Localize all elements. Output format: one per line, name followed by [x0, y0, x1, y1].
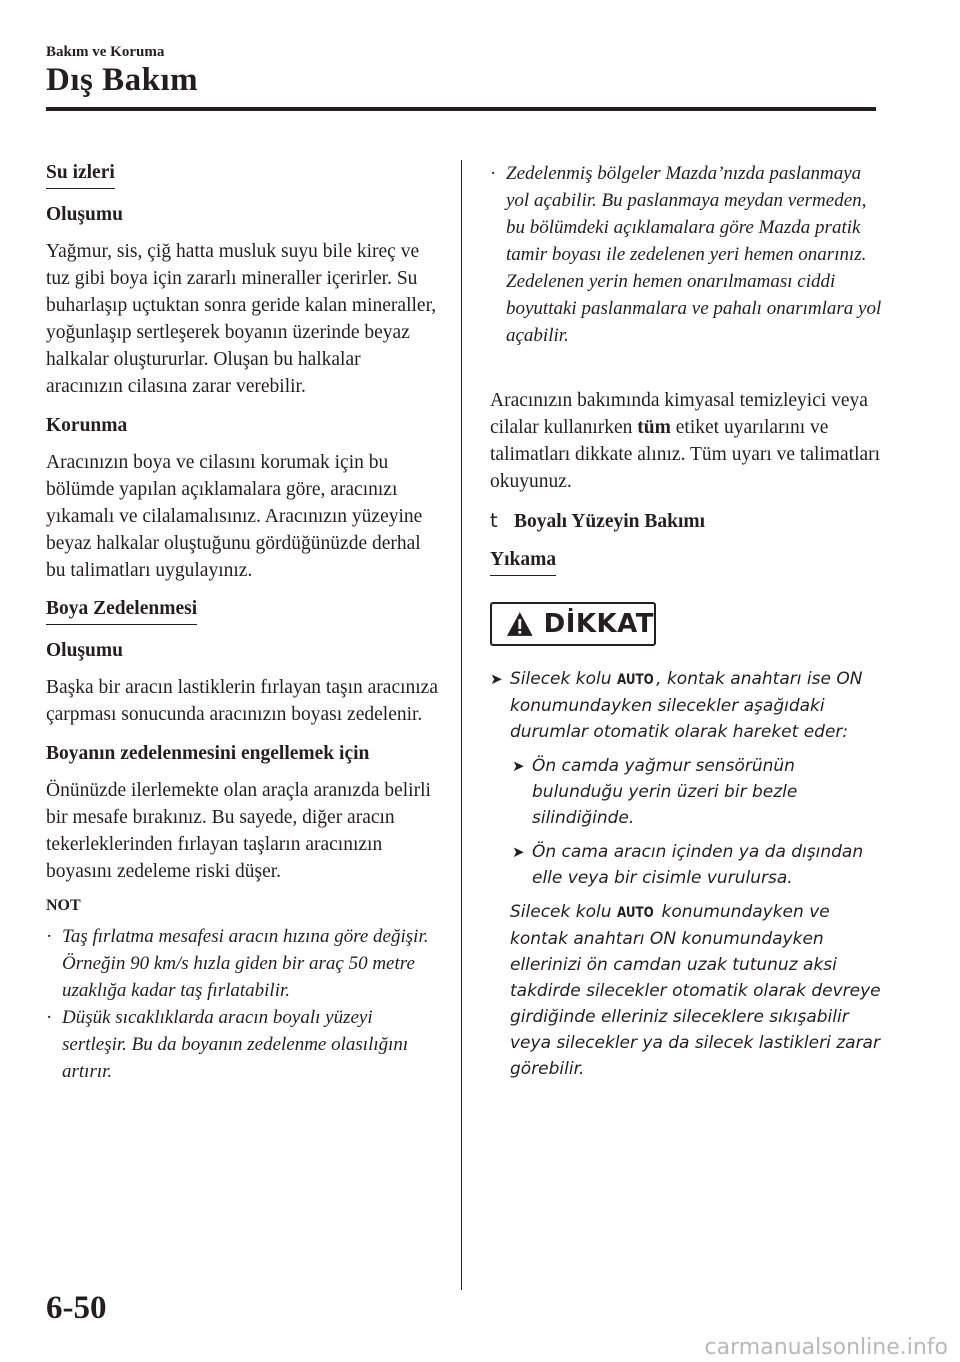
note-bullet	[490, 160, 885, 349]
paragraph-kimyasal: Aracınızın bakımında kimyasal temizleyici veya cilalar kullanırken tüm etiket uyarılarını ve talimatları dikkate alınız. Tüm uyarı ve talimatları okuyunuz.	[490, 390, 881, 492]
warning-paragraph: Silecek kolu AUTO konumundayken ve kontak anahtarı ON konumundayken ellerinizi ön camdan uzak tutunuz aksi takdirde silecekler otomatik olarak devreye girdiğinde elleriniz sileceklere sıkışabilir veya silecekler ya da silecek lastikleri zarar görebilir.	[510, 902, 881, 1079]
subheading-olusumu: Oluşumu	[46, 204, 123, 225]
note-bullet	[46, 1004, 441, 1085]
header-rule	[46, 107, 876, 111]
note-heading: NOT	[46, 897, 81, 914]
note-bullet-text: Düşük sıcaklıklarda aracın boyalı yüzeyi sertleşir. Bu da boyanın zedelenme olasılığını artırır.	[62, 1007, 409, 1082]
warning-item: ➤ Silecek kolu AUTO , kontak anahtarı ise ON konumundayken silecekler aşağıdaki durumlar otomatik olarak hareket eder:	[490, 666, 885, 745]
caution-box	[490, 602, 656, 646]
heading-boya-zedelenmesi: Boya Zedelenmesi	[46, 596, 197, 625]
warning-sub-item: ➤ Ön camda yağmur sensörünün bulunduğu yerin üzeri bir bezle silindiğinde.	[512, 753, 885, 831]
heading-su-izleri: Su izleri	[46, 160, 115, 189]
header-section: Bakım ve Koruma	[46, 44, 165, 60]
warning-triangle-icon	[506, 611, 534, 637]
caution-label: DİKKAT	[543, 609, 654, 639]
paragraph-su-izleri-olusumu: Yağmur, sis, çiğ hatta musluk suyu bile kireç ve tuz gibi boya için zararlı mineraller içerirler. Su buharlaşıp uçtuktan sonra geride kalan mineraller, yoğunlaşıp sertleşerek boyanın üzerinde beyaz halkalar oluştururlar. Oluşan bu halkalar aracınızın cilasına zarar verebilir.	[46, 241, 437, 397]
paragraph-boya-olusumu: Başka bir aracın lastiklerin fırlayan taşın aracınıza çarpması sonucunda aracınızın boyası zedelenir.	[46, 677, 438, 725]
arrow-bullet-icon: ➤	[512, 757, 525, 775]
section-title: Boyalı Yüzeyin Bakımı	[514, 511, 706, 532]
emphasis-tum: tüm	[637, 417, 671, 438]
subheading-olusumu-2: Oluşumu	[46, 640, 123, 661]
heading-yikama: Yıkama	[490, 547, 556, 576]
note-bullet-text: Taş fırlatma mesafesi aracın hızına göre değişir. Örneğin 90 km/s hızla giden bir araç 50 metre uzaklığa kadar taş fırlatabilir.	[62, 926, 429, 1001]
arrow-bullet-icon: ➤	[490, 670, 503, 688]
note-bullet-text: Zedelenmiş bölgeler Mazda’nızda paslanmaya yol açabilir. Bu paslanmaya meydan vermeden, bu bölümdeki açıklamalara göre Mazda pratik tamir boyası ile zedelenen yeri hemen onarınız. Zedelenen yerin hemen onarılmaması ciddi boyuttaki paslanmalara ve pahalı onarımlara yol açabilir.	[506, 163, 882, 346]
right-column	[490, 160, 885, 1082]
watermark: carmanualsonline.info	[704, 1335, 948, 1360]
auto-position-icon: AUTO	[616, 672, 654, 688]
paragraph-engelleme: Önünüzde ilerlemekte olan araçla aranızda belirli bir mesafe bırakınız. Bu sayede, diğer aracın tekerleklerinden fırlayan taşların aracınızın boyasını zedeleme riski düşer.	[46, 780, 431, 882]
note-bullet	[46, 923, 441, 1004]
arrow-bullet-icon: ➤	[512, 843, 525, 861]
subheading-engelleme: Boyanın zedelenmesini engellemek için	[46, 743, 370, 764]
bullet-dot-icon: ·	[490, 163, 497, 184]
section-heading	[490, 507, 885, 535]
left-column	[46, 160, 441, 1085]
auto-position-icon: AUTO	[616, 905, 654, 921]
bullet-dot-icon: ·	[46, 926, 53, 947]
subheading-korunma: Korunma	[46, 415, 128, 436]
section-mark-icon: t	[490, 509, 498, 532]
warning-sub-item: ➤ Ön cama aracın içinden ya da dışından elle veya bir cisimle vurulursa.	[512, 839, 885, 891]
paragraph-korunma: Aracınızın boya ve cilasını korumak için bu bölümde yapılan açıklamalara göre, aracınızı yıkamalı ve cilalamalısınız. Aracınızın yüzeyine beyaz halkalar oluştuğunu gördüğünüzde derhal bu talimatları uygulayınız.	[46, 452, 423, 581]
warning-sub-list	[512, 753, 885, 891]
column-divider	[461, 160, 462, 1290]
page-title: Dış Bakım	[46, 62, 199, 98]
bullet-dot-icon: ·	[46, 1007, 53, 1028]
page-number: 6-50	[46, 1290, 107, 1326]
